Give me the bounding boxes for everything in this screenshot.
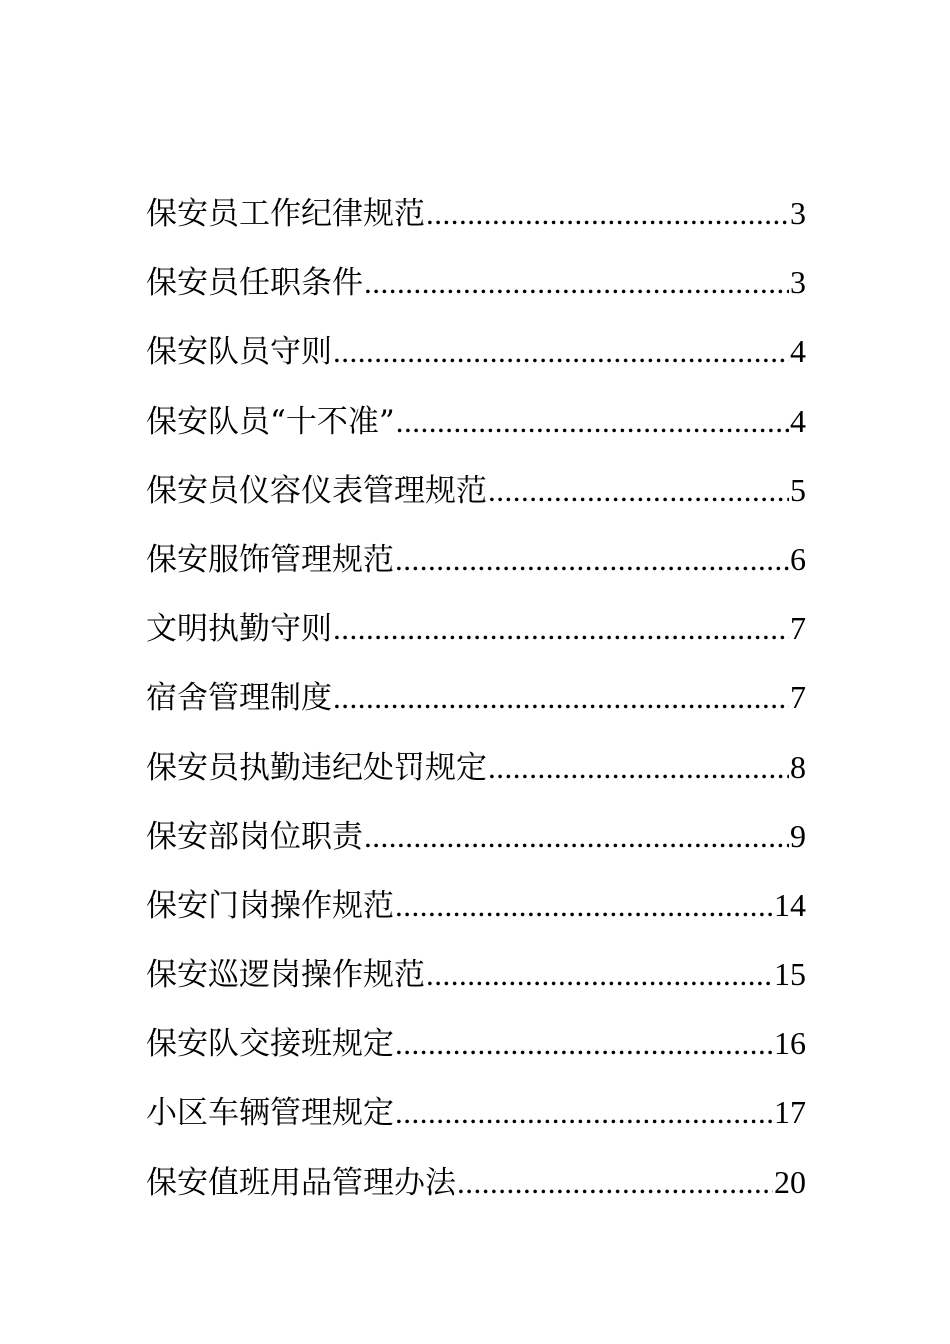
toc-entry-title: 宿舍管理制度 [146, 680, 332, 717]
toc-dot-leader [395, 881, 773, 931]
toc-page-number: 14 [774, 886, 806, 923]
toc-entry-title: 保安员执勤违纪处罚规定 [146, 749, 487, 786]
toc-entry[interactable] [146, 949, 806, 1018]
toc-entry[interactable] [146, 880, 806, 949]
toc-dot-leader [488, 466, 789, 516]
toc-page-number: 3 [790, 264, 806, 301]
toc-page-number: 5 [790, 471, 806, 508]
toc-dot-leader [333, 604, 789, 654]
toc-entry[interactable] [146, 603, 806, 672]
toc-entry[interactable] [146, 1018, 806, 1087]
toc-entry-title: 保安服饰管理规范 [146, 541, 394, 578]
toc-dot-leader [364, 258, 789, 308]
toc-dot-leader [395, 535, 789, 585]
toc-page-number: 15 [774, 956, 806, 993]
toc-page-number: 9 [790, 817, 806, 854]
toc-entry-title: 保安员任职条件 [146, 265, 363, 302]
toc-dot-leader [395, 1088, 773, 1138]
toc-entry[interactable] [146, 326, 806, 395]
toc-dot-leader [333, 327, 789, 377]
toc-entry-title: 保安门岗操作规范 [146, 887, 394, 924]
toc-entry-title: 保安员仪容仪表管理规范 [146, 472, 487, 509]
toc-dot-leader [426, 189, 789, 239]
toc-dot-leader [457, 1158, 773, 1208]
toc-page-number: 16 [774, 1025, 806, 1062]
toc-page-number: 17 [774, 1094, 806, 1131]
toc-entry-title: 保安队员守则 [146, 334, 332, 371]
toc-entry-title: 保安员工作纪律规范 [146, 196, 425, 232]
toc-page-number: 6 [790, 540, 806, 577]
toc-dot-leader [488, 743, 789, 793]
toc-page-number: 8 [790, 748, 806, 785]
toc-page-number: 7 [790, 610, 806, 647]
toc-entry[interactable] [146, 534, 806, 603]
table-of-contents [146, 188, 806, 1226]
toc-entry[interactable] [146, 672, 806, 741]
toc-entry[interactable] [146, 811, 806, 880]
toc-dot-leader [364, 812, 789, 862]
toc-dot-leader [333, 673, 789, 723]
toc-page-number: 7 [790, 679, 806, 716]
toc-entry-title: 保安部岗位职责 [146, 818, 363, 855]
toc-dot-leader [426, 950, 773, 1000]
toc-entry[interactable] [146, 742, 806, 811]
toc-entry[interactable] [146, 1157, 806, 1226]
toc-entry[interactable] [146, 188, 806, 257]
toc-entry-title: 保安队交接班规定 [146, 1026, 394, 1063]
toc-entry[interactable] [146, 1087, 806, 1156]
toc-entry-title: 保安队员“十不准” [146, 403, 395, 440]
toc-dot-leader [396, 397, 789, 447]
toc-entry[interactable] [146, 396, 806, 465]
toc-entry-title: 小区车辆管理规定 [146, 1095, 394, 1132]
toc-page-number: 4 [790, 402, 806, 439]
toc-page-number: 20 [774, 1163, 806, 1200]
toc-entry[interactable] [146, 465, 806, 534]
toc-entry-title: 文明执勤守则 [146, 611, 332, 648]
toc-entry-title: 保安巡逻岗操作规范 [146, 957, 425, 994]
toc-entry[interactable] [146, 257, 806, 326]
toc-entry-title: 保安值班用品管理办法 [146, 1164, 456, 1201]
toc-page-number: 4 [790, 333, 806, 370]
toc-page-number: 3 [790, 195, 806, 231]
toc-dot-leader [395, 1019, 773, 1069]
